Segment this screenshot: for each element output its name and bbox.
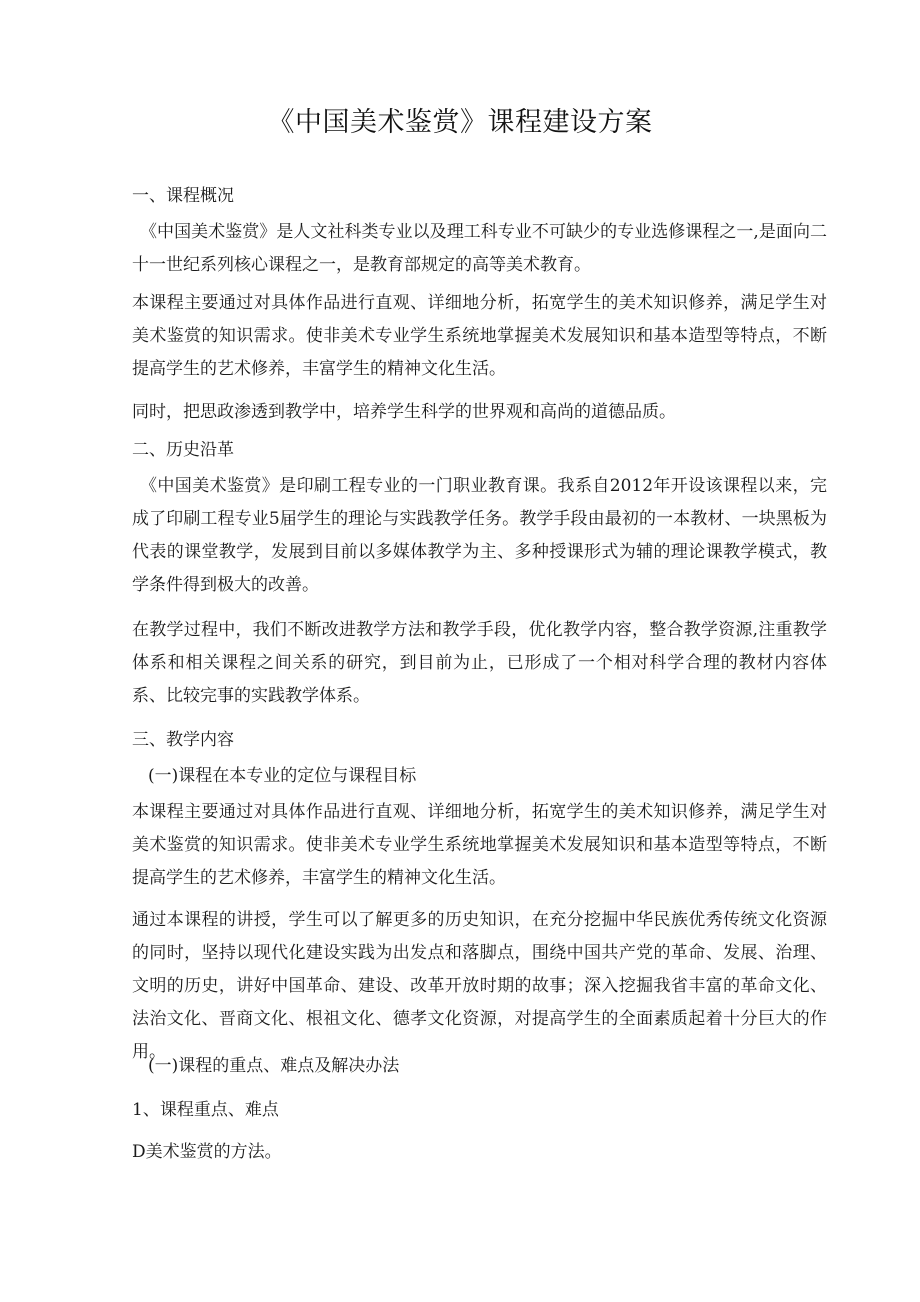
paragraph xyxy=(132,470,827,602)
heading-text: 三、教学内容 xyxy=(132,730,234,750)
heading-text: 二、历史沿革 xyxy=(132,440,234,460)
paragraph xyxy=(132,287,827,386)
list-item xyxy=(132,1136,827,1169)
section-heading-history xyxy=(132,434,827,467)
paragraph-text: 同时，把思政渗透到教学中，培养学生科学的世界观和高尚的道德品质。 xyxy=(132,402,676,422)
subsection-heading-positioning xyxy=(148,760,843,793)
paragraph xyxy=(132,216,827,282)
list-item-text: 1、课程重点、难点 xyxy=(132,1100,279,1120)
paragraph-text: 通过本课程的讲授，学生可以了解更多的历史知识，在充分挖掘中华民族优秀传统文化资源的同时，坚持以现代化建设实践为出发点和落脚点，围绕中国共产党的革命、发展、治理、文明的历史，讲好中国革命、建设、改革开放时期的故事；深入挖掘我省丰富的革命文化、法治文化、晋商文化、根祖文化、德孝文化资源，对提高学生的全面素质起着十分巨大的作用。 xyxy=(132,910,827,1062)
paragraph xyxy=(132,614,827,713)
paragraph-text: 本课程主要通过对具体作品进行直观、详细地分析，拓宽学生的美术知识修养，满足学生对美术鉴赏的知识需求。使非美术专业学生系统地掌握美术发展知识和基本造型等特点，不断提高学生的艺术修养，丰富学生的精神文化生活。 xyxy=(132,802,827,888)
subheading-text: (一)课程的重点、难点及解决办法 xyxy=(148,1056,400,1076)
paragraph-text: 在教学过程中，我们不断改进教学方法和教学手段，优化教学内容，整合教学资源,注重教学体系和相关课程之间关系的研究，到目前为止，已形成了一个相对科学合理的教材内容体系、比较完事的实践教学体系。 xyxy=(132,620,827,706)
section-heading-teaching-content xyxy=(132,724,827,757)
paragraph xyxy=(132,796,827,895)
list-item-text: D美术鉴赏的方法。 xyxy=(132,1142,282,1162)
heading-text: 一、课程概况 xyxy=(132,186,234,206)
list-item xyxy=(132,1094,827,1127)
subsection-heading-key-points xyxy=(148,1050,843,1083)
paragraph-text: 《中国美术鉴赏》是人文社科类专业以及理工科专业不可缺少的专业选修课程之一,是面向二十一世纪系列核心课程之一，是教育部规定的高等美术教育。 xyxy=(132,222,827,275)
paragraph-text: 本课程主要通过对具体作品进行直观、详细地分析，拓宽学生的美术知识修养，满足学生对美术鉴赏的知识需求。使非美术专业学生系统地掌握美术发展知识和基本造型等特点，不断提高学生的艺术修养，丰富学生的精神文化生活。 xyxy=(132,293,827,379)
paragraph xyxy=(132,396,827,429)
subheading-text: (一)课程在本专业的定位与课程目标 xyxy=(148,766,417,786)
document-title: 《中国美术鉴赏》课程建设方案 xyxy=(267,107,653,138)
paragraph-text: 《中国美术鉴赏》是印刷工程专业的一门职业教育课。我系自2012年开设该课程以来，完成了印刷工程专业5届学生的理论与实践教学任务。教学手段由最初的一本教材、一块黑板为代表的课堂教学，发展到目前以多媒体教学为主、多种授课形式为辅的理论课教学模式，教学条件得到极大的改善。 xyxy=(132,476,827,595)
section-heading-overview xyxy=(132,180,827,213)
paragraph xyxy=(132,904,827,1069)
